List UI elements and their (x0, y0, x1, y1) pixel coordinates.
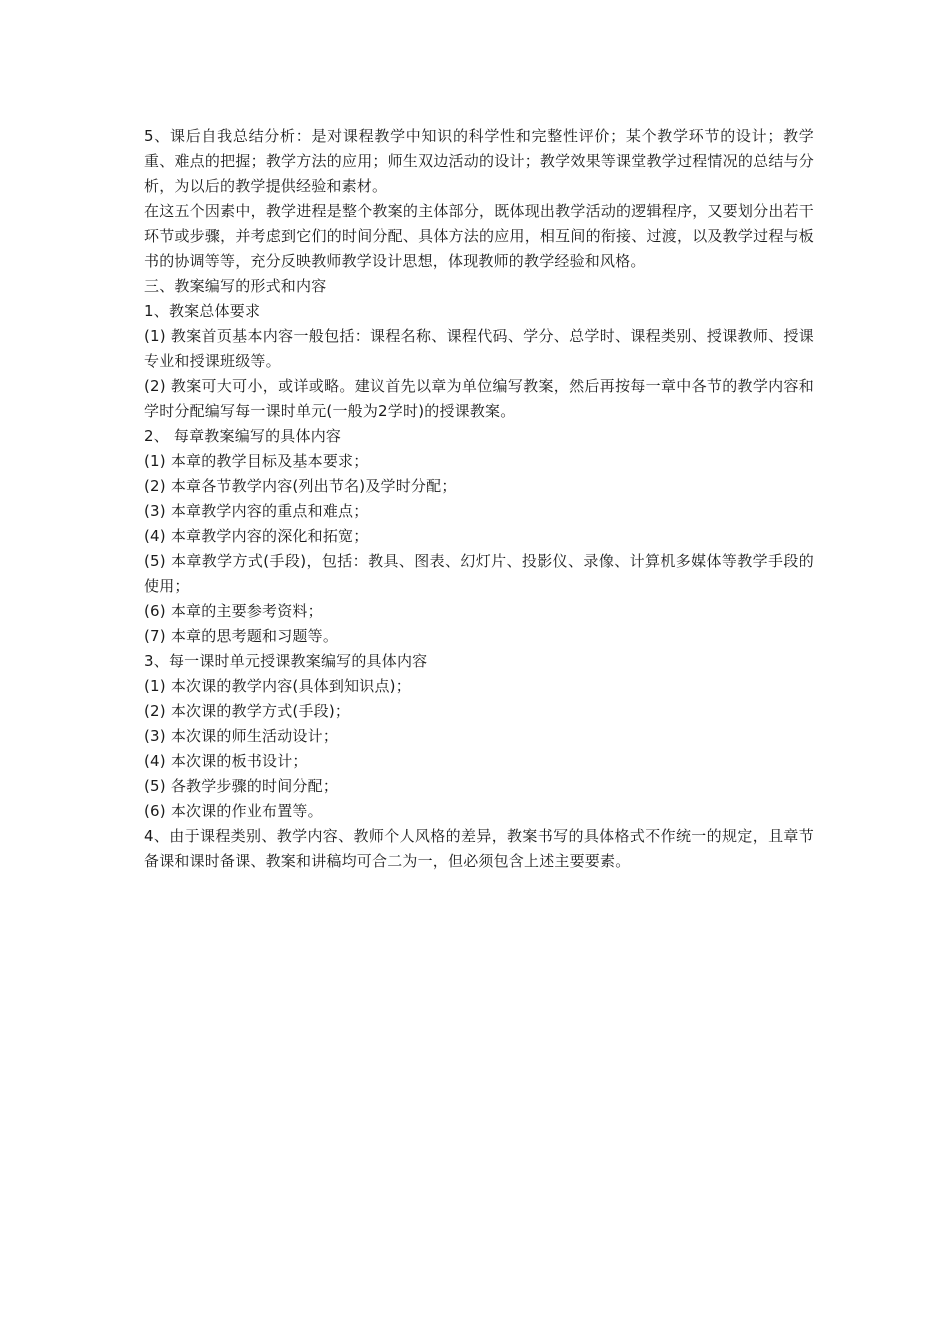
list-item: (3) 本次课的师生活动设计； (144, 727, 339, 745)
list-item: (2) 本次课的教学方式(手段)； (144, 702, 351, 720)
list-item: (5) 本章教学方式(手段)，包括：教具、图表、幻灯片、投影仪、录像、计算机多媒体等教学手段的使用； (144, 552, 814, 595)
paragraph-five-factors: 在这五个因素中，教学进程是整个教案的主体部分，既体现出教学活动的逻辑程序，又要划分出若干环节或步骤，并考虑到它们的时间分配、具体方法的应用，相互间的衔接、过渡，以及教学过程与板书的协调等等，充分反映教师教学设计思想，体现教师的教学经验和风格。 (144, 202, 814, 270)
list-item: (3) 本章教学内容的重点和难点； (144, 502, 369, 520)
list-item: (6) 本次课的作业布置等。 (144, 802, 323, 820)
document-body (144, 124, 814, 874)
subheading-lesson-content: 3、每一课时单元授课教案编写的具体内容 (144, 652, 428, 670)
list-item: (6) 本章的主要参考资料； (144, 602, 323, 620)
list-item: (1) 本次课的教学内容(具体到知识点)； (144, 677, 411, 695)
list-item: (2) 教案可大可小，或详或略。建议首先以章为单位编写教案，然后再按每一章中各节的教学内容和学时分配编写每一课时单元(一般为2学时)的授课教案。 (144, 377, 814, 420)
paragraph-summary-analysis: 5、课后自我总结分析：是对课程教学中知识的科学性和完整性评价；某个教学环节的设计；教学重、难点的把握；教学方法的应用；师生双边活动的设计；教学效果等课堂教学过程情况的总结与分析，为以后的教学提供经验和素材。 (144, 127, 814, 195)
subheading-general-requirements: 1、教案总体要求 (144, 302, 261, 320)
list-item: (4) 本次课的板书设计； (144, 752, 308, 770)
list-item: (1) 教案首页基本内容一般包括：课程名称、课程代码、学分、总学时、课程类别、授课教师、授课专业和授课班级等。 (144, 327, 814, 370)
subheading-chapter-content: 2、 每章教案编写的具体内容 (144, 427, 342, 445)
list-item: (4) 本章教学内容的深化和拓宽； (144, 527, 369, 545)
list-item: (5) 各教学步骤的时间分配； (144, 777, 339, 795)
list-item: (1) 本章的教学目标及基本要求； (144, 452, 369, 470)
list-item: (7) 本章的思考题和习题等。 (144, 627, 339, 645)
paragraph-format-note: 4、由于课程类别、教学内容、教师个人风格的差异，教案书写的具体格式不作统一的规定，且章节备课和课时备课、教案和讲稿均可合二为一，但必须包含上述主要要素。 (144, 827, 814, 870)
list-item: (2) 本章各节教学内容(列出节名)及学时分配； (144, 477, 457, 495)
section-heading-form-content: 三、教案编写的形式和内容 (144, 277, 327, 295)
